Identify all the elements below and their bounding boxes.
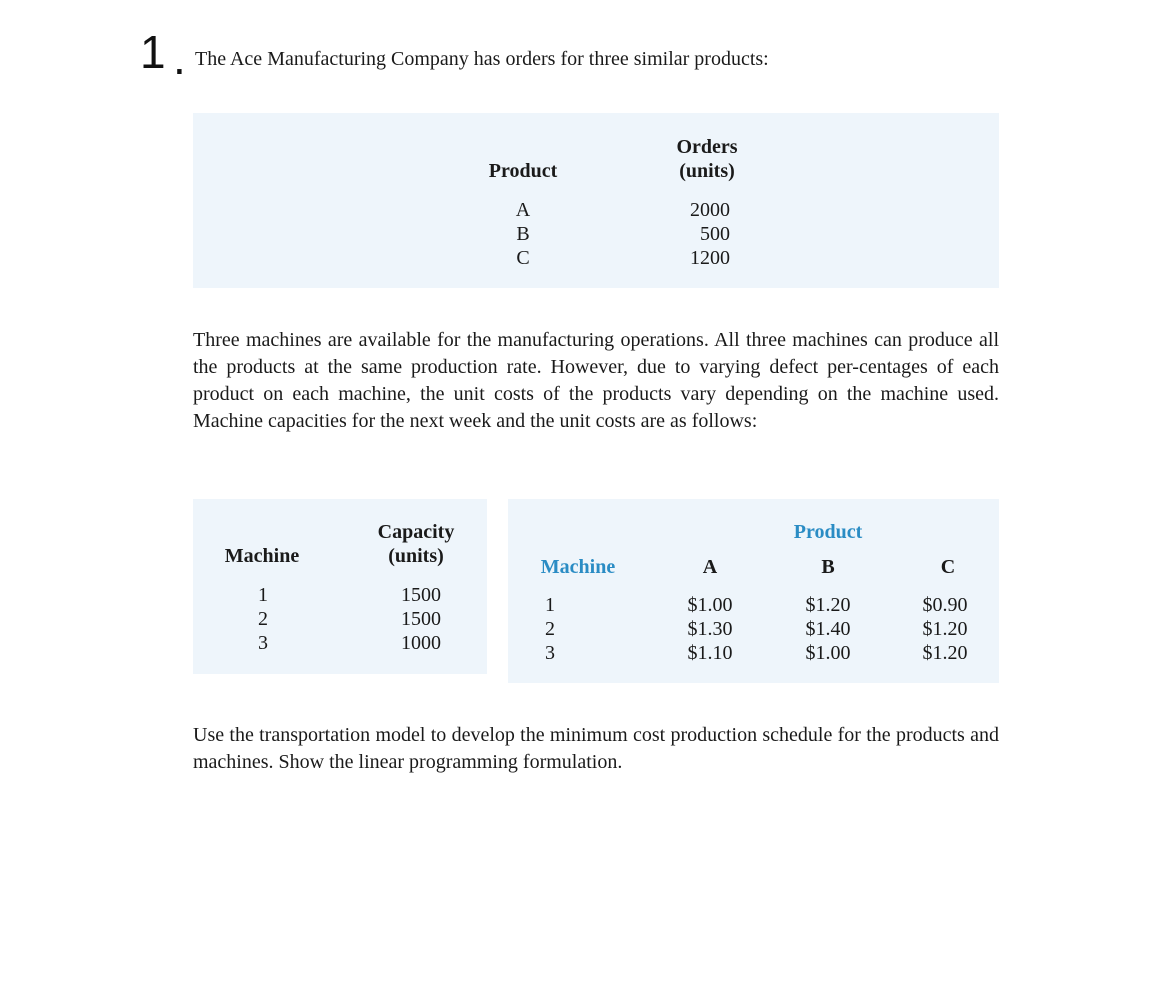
task-paragraph: Use the transportation model to develop the minimum cost production schedule for the products and machines. Show the linear programming formulation. xyxy=(193,724,999,773)
orders-product-b: B xyxy=(516,223,530,245)
orders-units-b: 500 xyxy=(700,223,730,245)
capacity-machine-column xyxy=(243,583,283,655)
cost-c-1: $0.90 xyxy=(922,594,968,616)
orders-table xyxy=(193,113,999,288)
capacity-machine-1: 1 xyxy=(258,584,268,606)
cost-machine-3: 3 xyxy=(545,642,555,664)
capacity-table xyxy=(193,499,487,674)
orders-units-column xyxy=(673,198,730,270)
capacity-units-2: 1500 xyxy=(401,608,441,630)
capacity-machine-2: 2 xyxy=(258,608,268,630)
cost-a-2: $1.30 xyxy=(687,618,733,640)
question-number-dot: . xyxy=(173,32,186,84)
cost-header-product-group: Product xyxy=(793,521,863,543)
capacity-units-1: 1500 xyxy=(401,584,441,606)
orders-units-a: 2000 xyxy=(690,199,730,221)
cost-c-column xyxy=(915,593,975,665)
cost-a-3: $1.10 xyxy=(687,642,733,664)
cost-b-1: $1.20 xyxy=(805,594,851,616)
cost-b-2: $1.40 xyxy=(805,618,851,640)
cost-a-1: $1.00 xyxy=(687,594,733,616)
cost-table xyxy=(508,499,999,683)
cost-a-column xyxy=(680,593,740,665)
capacity-units-column xyxy=(391,583,451,655)
question-intro: The Ace Manufacturing Company has orders for three similar products: xyxy=(195,48,769,70)
orders-units-c: 1200 xyxy=(690,247,730,269)
orders-header-orders-line2: (units) xyxy=(679,160,735,182)
capacity-header-line1: Capacity xyxy=(377,521,455,543)
question-number: 1 xyxy=(140,26,166,78)
cost-b-3: $1.00 xyxy=(805,642,851,664)
cost-header-b: B xyxy=(821,556,835,578)
cost-c-2: $1.20 xyxy=(922,618,968,640)
cost-machine-2: 2 xyxy=(545,618,555,640)
cost-b-column xyxy=(798,593,858,665)
orders-product-column xyxy=(503,198,543,270)
capacity-header-machine: Machine xyxy=(224,545,300,567)
cost-header-machine: Machine xyxy=(540,556,616,578)
cost-header-a: A xyxy=(702,556,718,578)
capacity-units-3: 1000 xyxy=(401,632,441,654)
cost-header-c: C xyxy=(940,556,956,578)
capacity-header-line2: (units) xyxy=(388,545,444,567)
description-paragraph: Three machines are available for the manufacturing operations. All three machines can produce all the products at the same production rate. However, due to varying defect per-centages of each product on each machine, the unit costs of the products vary depending on the machine used. Machine capacities for the next week and the unit costs are as follows: xyxy=(193,329,999,432)
capacity-machine-3: 3 xyxy=(258,632,268,654)
orders-product-c: C xyxy=(516,247,530,269)
cost-c-3: $1.20 xyxy=(922,642,968,664)
orders-header-product: Product xyxy=(488,160,558,182)
orders-product-a: A xyxy=(515,199,531,221)
cost-machine-1: 1 xyxy=(545,594,555,616)
orders-header-orders-line1: Orders xyxy=(676,136,738,158)
cost-machine-column xyxy=(530,593,570,665)
